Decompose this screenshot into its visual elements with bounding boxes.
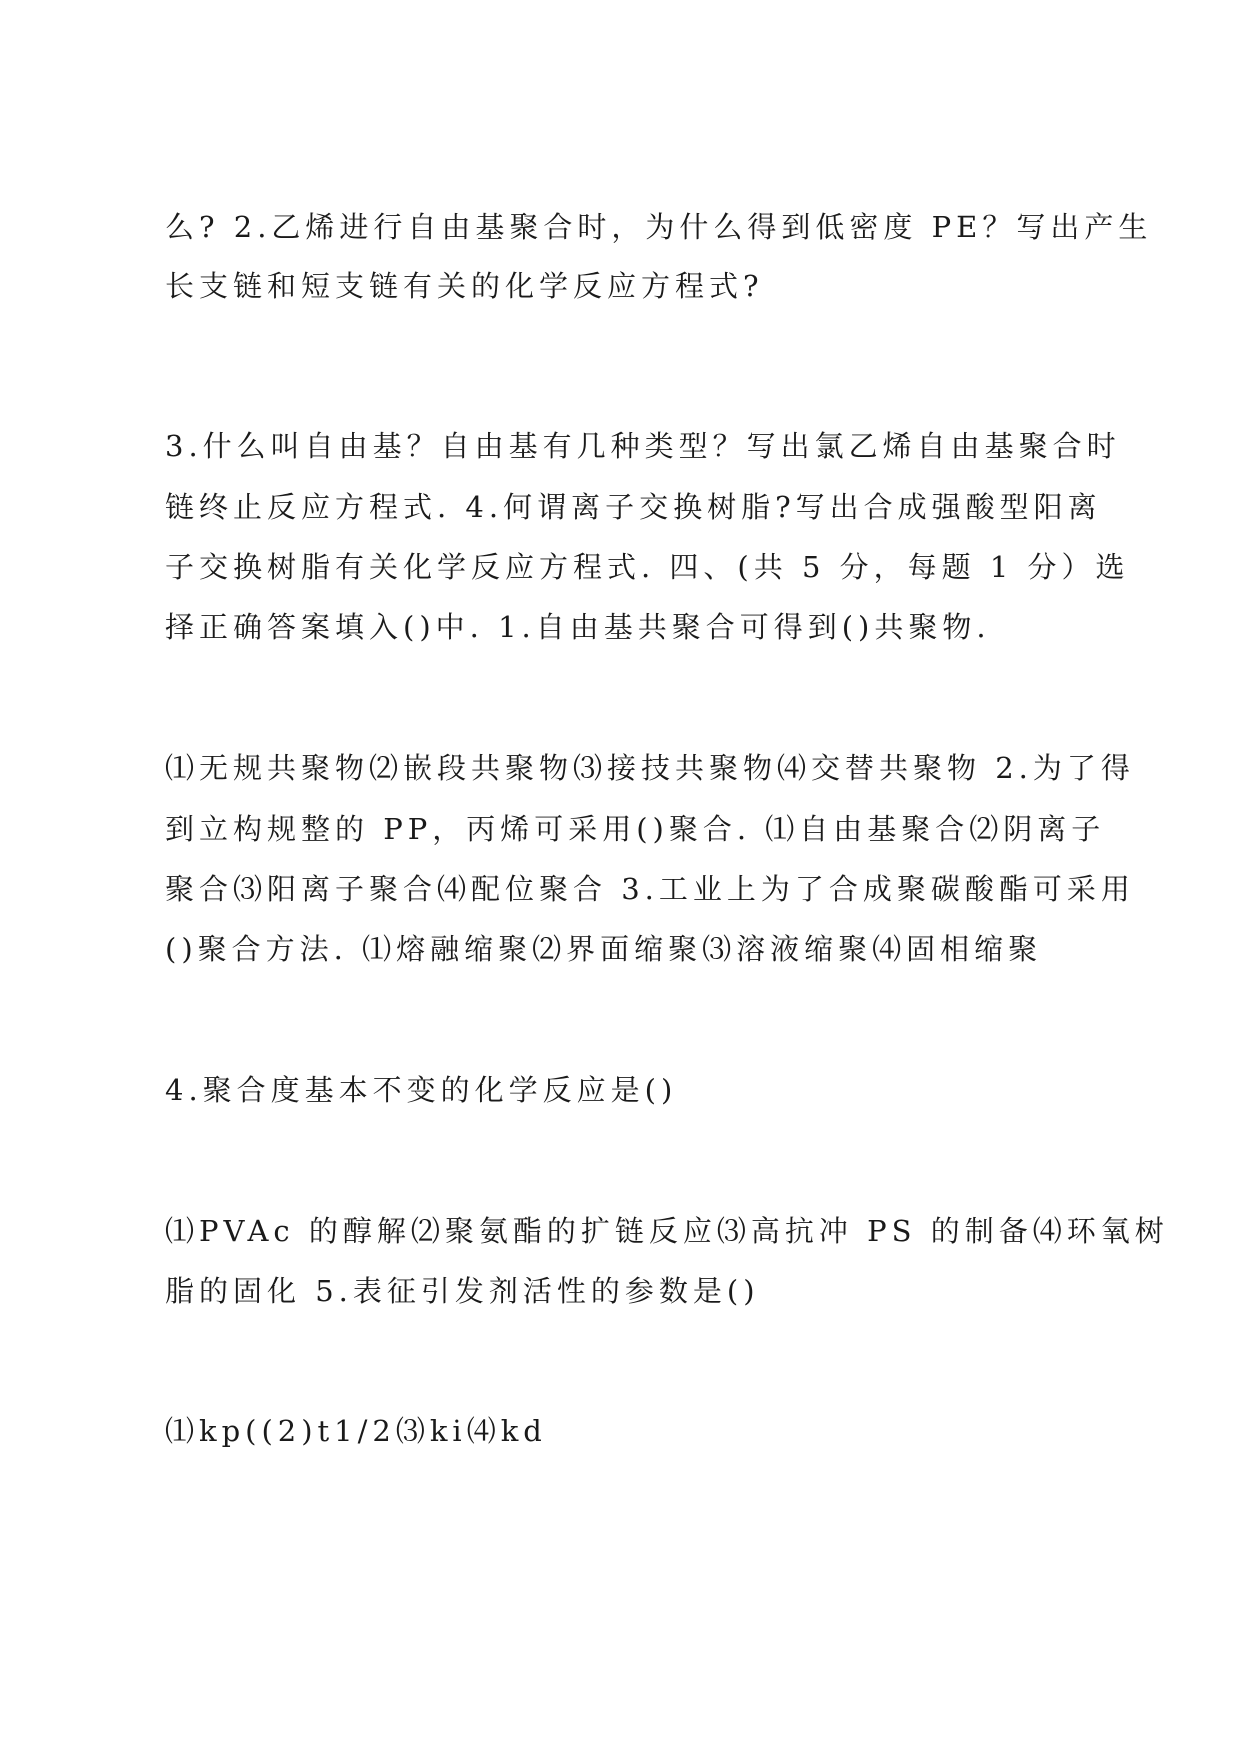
text-line: ⑴PVAc 的醇解⑵聚氨酯的扩链反应⑶高抗冲 PS 的制备⑷环氧树 bbox=[165, 1214, 1169, 1248]
text-line: 子交换树脂有关化学反应方程式. 四、(共 5 分，每题 1 分）选 bbox=[165, 550, 1130, 584]
text-line: ()聚合方法. ⑴熔融缩聚⑵界面缩聚⑶溶液缩聚⑷固相缩聚 bbox=[165, 932, 1043, 966]
text-line: 择正确答案填入()中. 1.自由基共聚合可得到()共聚物. bbox=[165, 610, 991, 644]
text-line: 长支链和短支链有关的化学反应方程式? bbox=[165, 269, 764, 303]
text-line: ⑴kp((2)t1/2⑶ki⑷kd bbox=[165, 1414, 547, 1448]
text-line: 么? 2.乙烯进行自由基聚合时，为什么得到低密度 PE？写出产生 bbox=[165, 210, 1153, 244]
text-line: 3.什么叫自由基？自由基有几种类型？写出氯乙烯自由基聚合时 bbox=[165, 429, 1121, 463]
text-line: 链终止反应方程式. 4.何谓离子交换树脂?写出合成强酸型阳离 bbox=[165, 490, 1102, 524]
text-line: 脂的固化 5.表征引发剂活性的参数是() bbox=[165, 1274, 760, 1308]
text-line: 4.聚合度基本不变的化学反应是() bbox=[165, 1073, 678, 1107]
text-line: ⑴无规共聚物⑵嵌段共聚物⑶接技共聚物⑷交替共聚物 2.为了得 bbox=[165, 751, 1135, 785]
text-line: 聚合⑶阳离子聚合⑷配位聚合 3.工业上为了合成聚碳酸酯可采用 bbox=[165, 872, 1135, 906]
text-line: 到立构规整的 PP，丙烯可采用()聚合. ⑴自由基聚合⑵阴离子 bbox=[165, 812, 1106, 846]
